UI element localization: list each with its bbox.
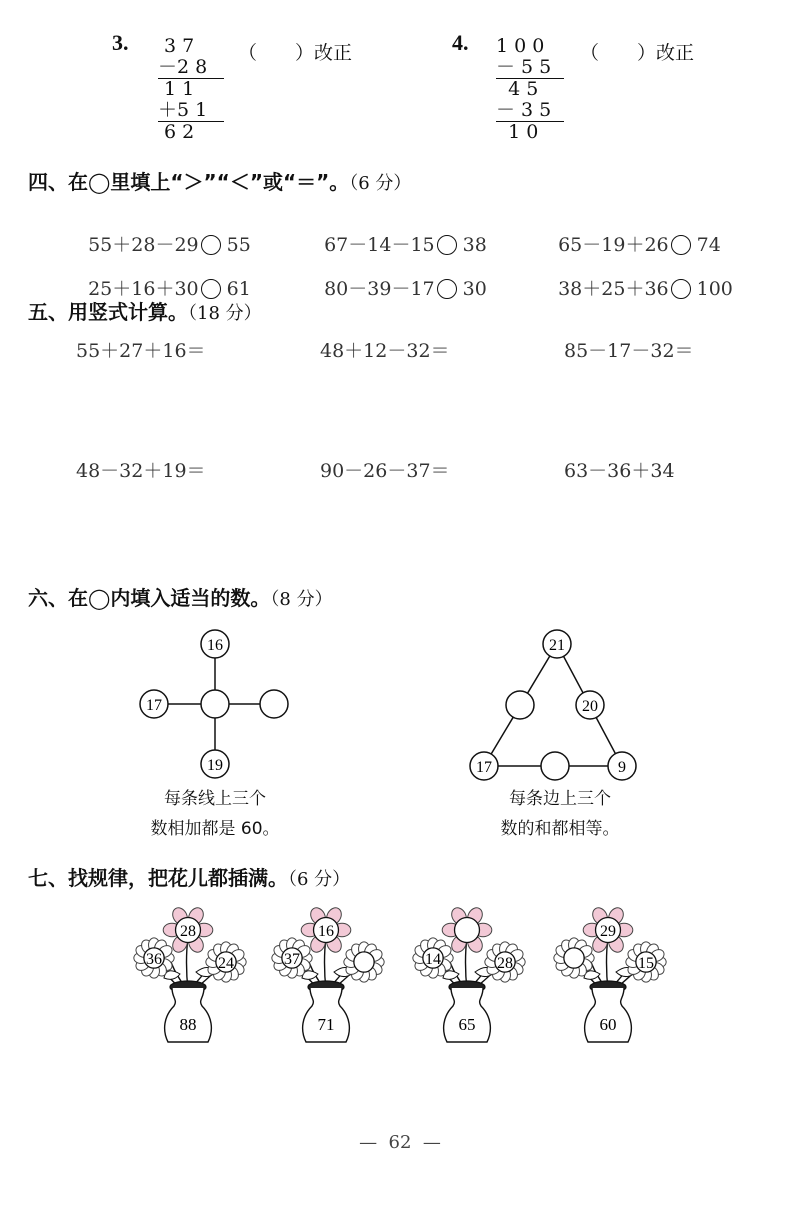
flower-left-value: 37 [284, 951, 300, 968]
flower-right-value: 15 [638, 955, 654, 972]
flower-top-value: 28 [180, 923, 196, 940]
calc-expression: 85－17－32＝ [564, 340, 694, 362]
cross-top-value: 16 [207, 637, 223, 654]
compare-left: 38＋25＋36 [558, 278, 669, 300]
compare-right: 38 [462, 234, 487, 256]
vase-body [303, 981, 350, 1042]
triangle-node-bottom-right [608, 752, 636, 780]
section-6-score: （8 分） [270, 589, 333, 610]
vase-value: 88 [179, 1015, 197, 1034]
footer-dash: — [359, 1132, 378, 1153]
page-number: 62 [388, 1132, 412, 1153]
flower-vase [548, 902, 688, 1052]
triangle-top-value: 21 [549, 637, 565, 654]
problem-4-correction-blank[interactable]: （ ）改正 [580, 42, 695, 64]
cross-bottom-value: 19 [207, 757, 223, 774]
cross-number-diagram [120, 622, 310, 782]
cross-caption [130, 784, 300, 844]
compare-left: 65－19＋26 [558, 234, 669, 256]
calc-row: 3 7 [158, 35, 195, 57]
section-6-heading [28, 582, 333, 611]
calc-row: 1 0 [496, 121, 564, 143]
problem-4-number: 4. [452, 30, 469, 55]
flower-vase [266, 902, 406, 1052]
caption-line: 数相加都是 60。 [150, 819, 280, 839]
vase-body [585, 981, 632, 1042]
cross-node-top [201, 630, 229, 658]
problem-3-correction-blank[interactable]: （ ）改正 [238, 42, 353, 64]
section-4-heading [28, 166, 411, 195]
compare-circle-blank[interactable] [437, 279, 457, 299]
calc-row: 1 0 0 [496, 35, 545, 57]
cross-left-value: 17 [146, 697, 162, 714]
compare-left: 25＋16＋30 [88, 278, 199, 300]
compare-item [76, 252, 251, 301]
flower-top-value: 16 [318, 923, 334, 940]
caption-line: 每条线上三个 [164, 789, 266, 809]
triangle-node-bottom-left [470, 752, 498, 780]
cross-node-bottom [201, 750, 229, 778]
caption-line: 每条边上三个 [509, 789, 611, 809]
vase-body [444, 981, 491, 1042]
section-7-heading [28, 862, 350, 891]
calc-expression: 55＋27＋16＝ [76, 340, 206, 362]
calc-expression: 48＋12－32＝ [320, 340, 450, 362]
flower-vase [128, 902, 268, 1052]
compare-right: 61 [226, 278, 251, 300]
triangle-right-mid-value: 20 [582, 698, 598, 715]
compare-item [546, 252, 733, 301]
footer-dash: — [422, 1132, 441, 1153]
calc-row: 4 5 [496, 78, 564, 100]
compare-right: 55 [226, 234, 251, 256]
triangle-node-right-mid [576, 691, 604, 719]
calc-expression: 48－32＋19＝ [76, 460, 206, 482]
vase-value: 60 [599, 1015, 617, 1034]
vase-value: 71 [317, 1015, 335, 1034]
page-footer [0, 1132, 800, 1153]
compare-item [546, 208, 721, 257]
cross-node-right[interactable] [260, 690, 288, 718]
calc-expression: 63－36＋34 [564, 460, 675, 482]
flower-left-value: 14 [425, 951, 441, 968]
flower-right-value: 28 [497, 955, 513, 972]
compare-right: 74 [696, 234, 721, 256]
calc-row: － 3 5 [496, 99, 552, 121]
flower-right-value: 24 [218, 955, 234, 972]
caption-line: 数的和都相等。 [500, 819, 620, 839]
cross-node-left [140, 690, 168, 718]
problem-3-vertical-calc [158, 36, 224, 143]
section-7-score: （6 分） [288, 869, 351, 890]
flower-vase-row [128, 902, 688, 1052]
compare-item [76, 208, 251, 257]
compare-left: 80－39－17 [324, 278, 435, 300]
section-4-title: 四、在◯里填上“＞”“＜”或“＝”。 [28, 170, 350, 194]
compare-left: 55＋28－29 [88, 234, 199, 256]
calc-row: 6 2 [158, 121, 224, 143]
flower-left-value: 36 [146, 951, 162, 968]
section-7-title: 七、找规律，把花儿都插满。 [28, 866, 288, 890]
compare-item [312, 252, 487, 301]
flower-right [485, 942, 525, 982]
calc-row: ＋5 1 [158, 99, 208, 121]
compare-right: 30 [462, 278, 487, 300]
triangle-bottom-left-value: 17 [476, 759, 492, 776]
flower-right [206, 942, 246, 982]
section-5-score: （18 分） [188, 303, 262, 324]
compare-right: 100 [696, 278, 733, 300]
triangle-node-top [543, 630, 571, 658]
flower-vase [407, 902, 547, 1052]
triangle-caption [480, 784, 640, 844]
section-4-score: （6 分） [349, 173, 412, 194]
section-6-title: 六、在◯内填入适当的数。 [28, 586, 271, 610]
triangle-number-diagram [460, 622, 660, 782]
compare-circle-blank[interactable] [671, 279, 691, 299]
vase-value: 65 [458, 1015, 476, 1034]
flower-right[interactable] [344, 942, 384, 982]
vase-body [165, 981, 212, 1042]
compare-item [312, 208, 487, 257]
triangle-bottom-right-value: 9 [618, 759, 626, 776]
calc-row: － 5 5 [496, 56, 552, 78]
triangle-node-left-mid[interactable] [506, 691, 534, 719]
flower-top-value: 29 [600, 923, 616, 940]
calc-expression: 90－26－37＝ [320, 460, 450, 482]
calc-row: －2 8 [158, 56, 208, 78]
cross-node-center[interactable] [201, 690, 229, 718]
section-5-title: 五、用竖式计算。 [28, 300, 188, 324]
triangle-node-bottom-mid[interactable] [541, 752, 569, 780]
problem-4-vertical-calc [496, 36, 564, 143]
problem-3-number: 3. [112, 30, 129, 55]
section-5-heading [28, 296, 262, 325]
flower-right [626, 942, 666, 982]
compare-left: 67－14－15 [324, 234, 435, 256]
calc-row: 1 1 [158, 78, 224, 100]
